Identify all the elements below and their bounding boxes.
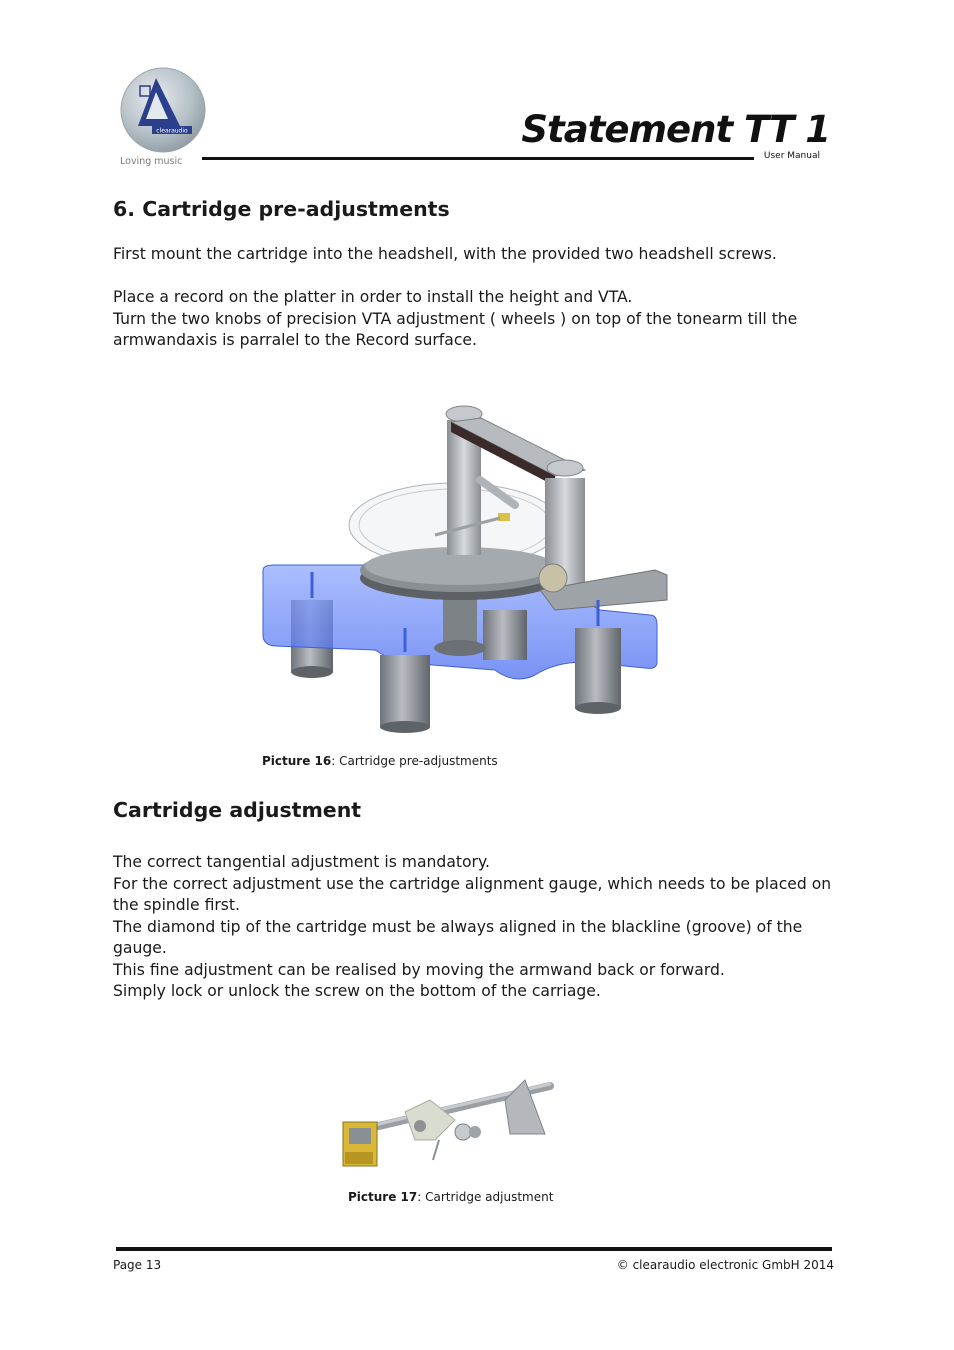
section-heading-cartridge-adjustment: Cartridge adjustment	[113, 798, 362, 822]
figure-caption-16	[262, 754, 498, 768]
paragraph-line: For the correct adjustment use the cartridge alignment gauge, which needs to be placed on the spindle first.	[113, 874, 832, 914]
paragraph-line: Simply lock or unlock the screw on the bottom of the carriage.	[113, 982, 601, 1000]
document-title: Statement TT 1	[521, 108, 830, 151]
page-number: Page 13	[113, 1258, 162, 1272]
figure-caption-17	[348, 1190, 553, 1204]
paragraph	[113, 244, 843, 266]
caption-text: : Cartridge pre-adjustments	[331, 754, 498, 768]
arm-adjustment-illustration	[335, 1070, 560, 1175]
paragraph-line: Place a record on the platter in order to install the height and VTA.	[113, 288, 633, 306]
header-divider	[202, 157, 754, 160]
paragraph-line: This fine adjustment can be realised by moving the armwand back or forward.	[113, 960, 725, 979]
paragraph-line: The diamond tip of the cartridge must be always aligned in the blackline (groove) of the gauge.	[113, 917, 803, 957]
clearaudio-logo	[118, 64, 210, 168]
section-heading-pre-adjustments: 6. Cartridge pre-adjustments	[113, 197, 450, 221]
caption-label: Picture 17	[348, 1190, 418, 1204]
paragraph	[113, 287, 843, 352]
caption-label: Picture 16	[262, 754, 332, 768]
footer-divider	[116, 1247, 832, 1251]
paragraph-line: First mount the cartridge into the headshell, with the provided two headshell screws.	[113, 245, 777, 263]
logo-brand-text: clearaudio	[156, 127, 188, 135]
caption-text: : Cartridge adjustment	[417, 1190, 554, 1204]
paragraph	[113, 852, 843, 1003]
paragraph-line: The correct tangential adjustment is mandatory.	[113, 853, 490, 871]
paragraph-line: Turn the two knobs of precision VTA adjustment ( wheels ) on top of the tonearm till the armwandaxis is parralel to the Record surface.	[113, 309, 798, 349]
logo-tagline: Loving music	[120, 156, 183, 167]
turntable-illustration	[255, 400, 675, 735]
document-subtitle: User Manual	[763, 151, 820, 161]
copyright-notice: © clearaudio electronic GmbH 2014	[616, 1258, 834, 1272]
